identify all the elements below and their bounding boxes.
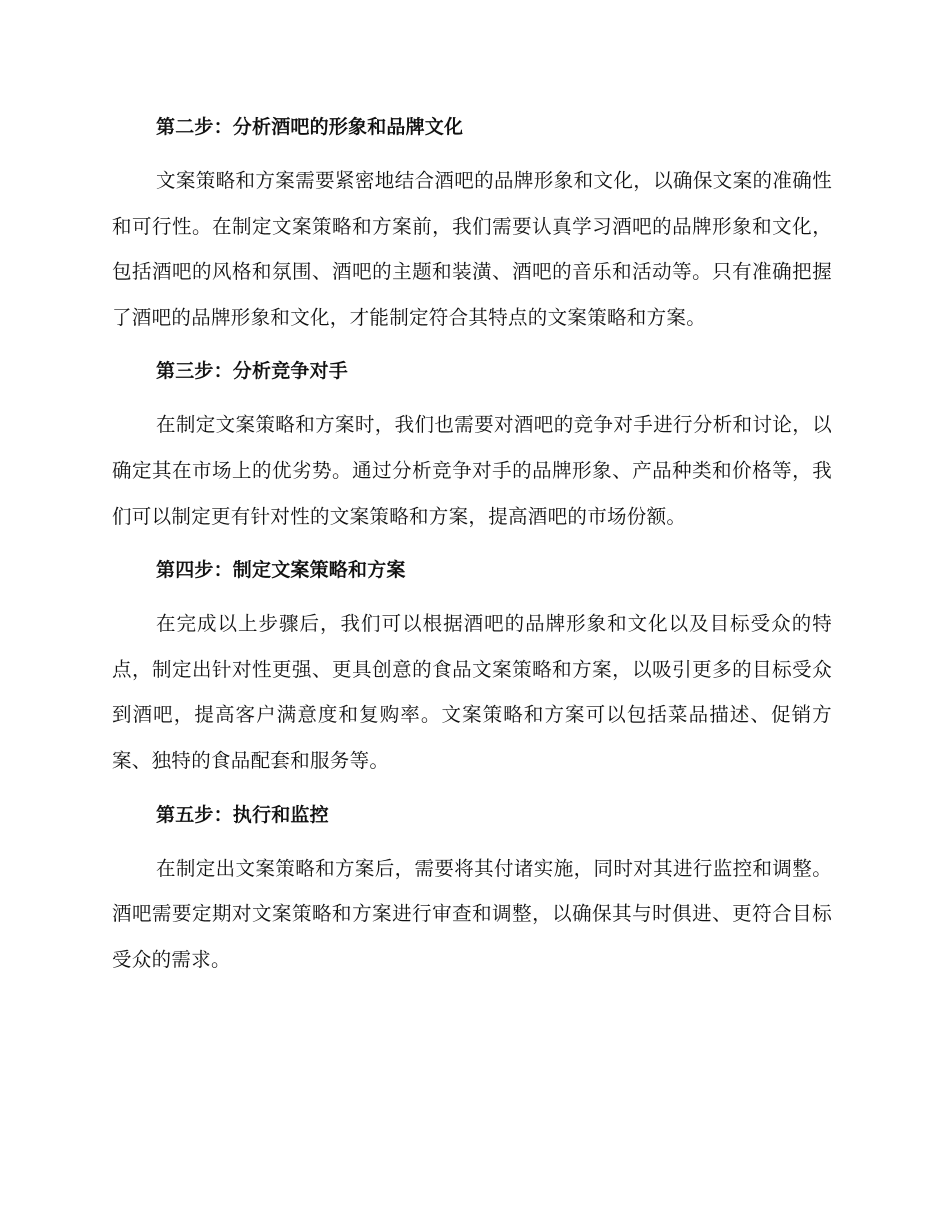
section-heading: 第四步：制定文案策略和方案 [156,559,406,582]
section-paragraph: 在制定出文案策略和方案后，需要将其付诸实施，同时对其进行监控和调整。酒吧需要定期对文案策略和方案进行审查和调整，以确保其与时俱进、更符合目标受众的需求。 [112,856,832,971]
section-heading: 第三步：分析竞争对手 [156,360,349,383]
section-paragraph: 文案策略和方案需要紧密地结合酒吧的品牌形象和文化，以确保文案的准确性和可行性。在制定文案策略和方案前，我们需要认真学习酒吧的品牌形象和文化，包括酒吧的风格和氛围、酒吧的主题和装潢、酒吧的音乐和活动等。只有准确把握了酒吧的品牌形象和文化，才能制定符合其特点的文案策略和方案。 [112,169,832,329]
section-step-4 [112,555,832,783]
section-step-3 [112,356,832,539]
section-step-2 [112,112,832,340]
section-paragraph: 在制定文案策略和方案时，我们也需要对酒吧的竞争对手进行分析和讨论，以确定其在市场上的优劣势。通过分析竞争对手的品牌形象、产品种类和价格等，我们可以制定更有针对性的文案策略和方案，提高酒吧的市场份额。 [112,413,832,528]
section-step-5 [112,800,832,983]
section-heading: 第五步：执行和监控 [156,803,329,826]
section-paragraph: 在完成以上步骤后，我们可以根据酒吧的品牌形象和文化以及目标受众的特点，制定出针对性更强、更具创意的食品文案策略和方案，以吸引更多的目标受众到酒吧，提高客户满意度和复购率。文案策略和方案可以包括菜品描述、促销方案、独特的食品配套和服务等。 [112,612,832,772]
section-heading: 第二步：分析酒吧的形象和品牌文化 [156,116,464,138]
